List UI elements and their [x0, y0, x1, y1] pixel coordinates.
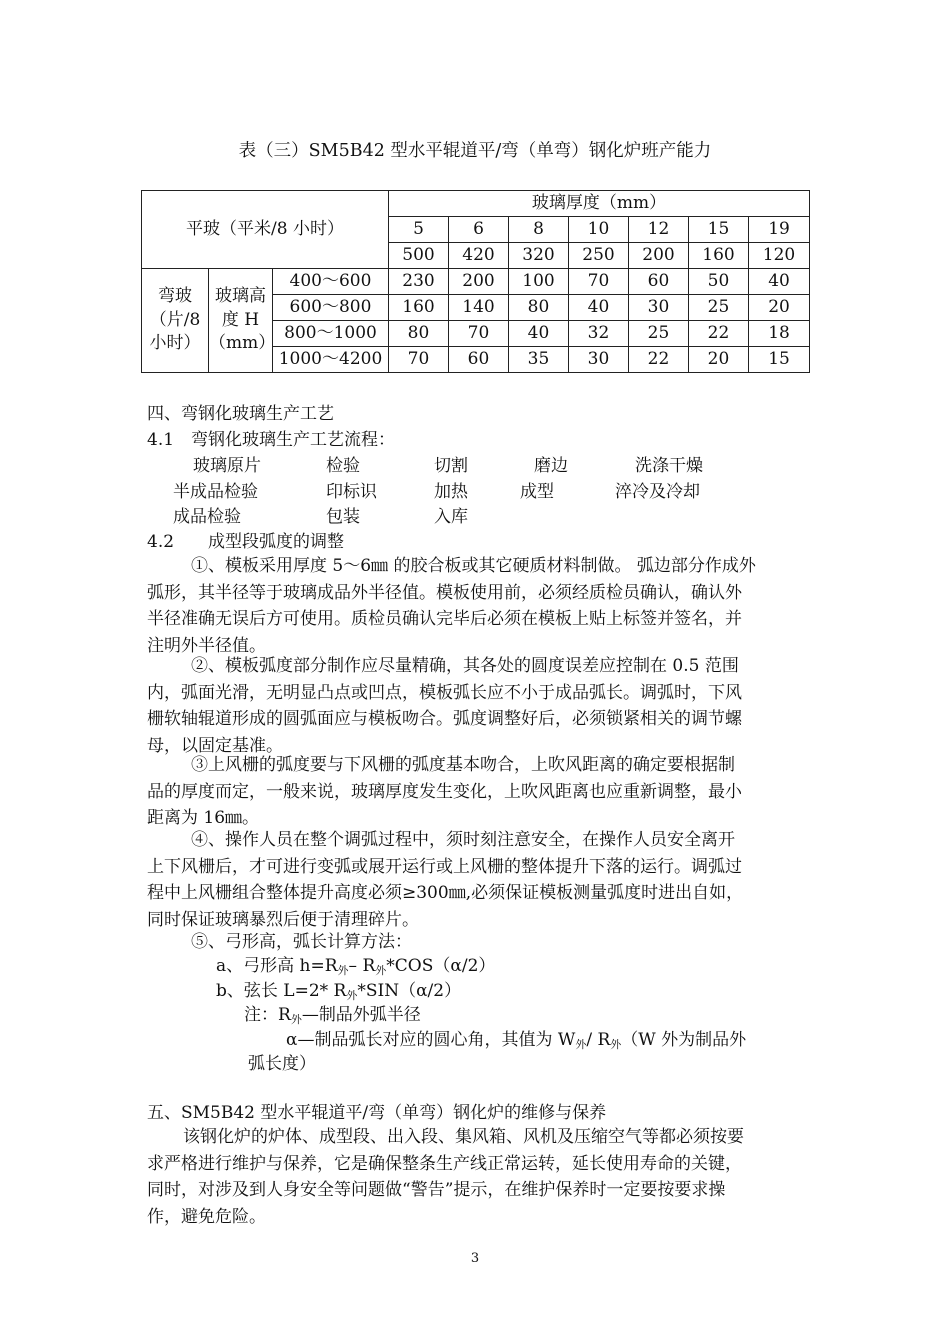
bent-value-cell: 80	[509, 295, 569, 321]
bent-row	[142, 269, 810, 295]
section4-heading: 四、弯钢化玻璃生产工艺	[147, 404, 334, 424]
flow-step: 入库	[434, 507, 468, 527]
bent-value-cell: 60	[449, 347, 509, 373]
paragraph-maintenance: 该钢化炉的炉体、成型段、出入段、集风箱、风机及压缩空气等都必须按要 求严格进行维护与保养，它是确保整条生产线正常运转，延长使用寿命的关键， 同时，对涉及到人身安全等问题做“警告”提示，在维护保养时一定要按要求操 作，避免危险。	[147, 1127, 744, 1227]
bent-value-cell: 40	[509, 321, 569, 347]
bent-value-cell: 30	[569, 347, 629, 373]
bent-value-cell: 25	[689, 295, 749, 321]
thickness-cell: 8	[509, 217, 569, 243]
page-number: 3	[470, 1251, 480, 1266]
bent-value-cell: 140	[449, 295, 509, 321]
formula-alpha: α—制品弧长对应的圆心角，其值为 $W_外/$ $R_外(W$ 外为制品外	[286, 1030, 747, 1051]
flow-step: 印标识	[326, 482, 377, 502]
formula-segment-height: a、弓形高 $h=R_外-$ $R_外*COS(\alpha/2)$	[216, 956, 496, 977]
section41-heading: 4.1 弯钢化玻璃生产工艺流程：	[147, 430, 396, 450]
height-range: 1000～4200	[273, 347, 389, 373]
flow-step: 成品检验	[173, 507, 241, 527]
thickness-cell: 6	[449, 217, 509, 243]
height-range: 600～800	[273, 295, 389, 321]
paragraph-upper-grid: ③上风栅的弧度要与下风栅的弧度基本吻合，上吹风距离的确定要根据制 品的厚度而定，一般来说，玻璃厚度发生变化，上吹风距离也应重新调整，最小 距离为 16㎜。	[147, 755, 742, 828]
paragraph-template-material: ①、模板采用厚度 5～6㎜ 的胶合板或其它硬质材料制做。 弧边部分作成外 弧形，其半径等于玻璃成品外半径值。模板使用前，必须经质检员确认，确认外 半径准确无误后方可使用。质检员确认完毕后必须在模板上贴上标签并签名，并 注明外半径值。	[147, 556, 756, 656]
bent-glass-label: 弯玻 （片/8 小时）	[142, 269, 209, 373]
bent-value-cell: 50	[689, 269, 749, 295]
bent-value-cell: 40	[569, 295, 629, 321]
bent-value-cell: 70	[569, 269, 629, 295]
flat-glass-label: 平玻（平米/8 小时）	[142, 191, 389, 269]
bent-value-cell: 35	[509, 347, 569, 373]
formula-intro: ⑤、弓形高，弧长计算方法：	[191, 932, 412, 952]
bent-value-cell: 15	[749, 347, 810, 373]
section42-heading: 4.2 成型段弧度的调整	[147, 532, 345, 552]
bent-value-cell: 100	[509, 269, 569, 295]
bent-value-cell: 70	[449, 321, 509, 347]
flow-step: 淬冷及冷却	[615, 482, 700, 502]
bent-value-cell: 20	[749, 295, 810, 321]
capacity-table	[141, 190, 810, 373]
bent-value-cell: 80	[389, 321, 449, 347]
thickness-cell: 5	[389, 217, 449, 243]
glass-height-label: 玻璃高 度 H （mm）	[209, 269, 273, 373]
flow-step: 加热	[434, 482, 468, 502]
formula-chord-length: b、弦长 L=2* $R_外*SIN(\alpha/2)$	[216, 981, 462, 1002]
thickness-header: 玻璃厚度（mm）	[389, 191, 810, 217]
bent-value-cell: 22	[689, 321, 749, 347]
height-range: 800～1000	[273, 321, 389, 347]
flow-step: 切割	[434, 456, 468, 476]
bent-value-cell: 230	[389, 269, 449, 295]
bent-value-cell: 22	[629, 347, 689, 373]
flow-step: 包装	[326, 507, 360, 527]
paragraph-arc-precision: ②、模板弧度部分制作应尽量精确，其各处的圆度误差应控制在 0.5 范围 内，弧面光滑，无明显凸点或凹点，模板弧长应不小于成品弧长。调弧时，下风 栅软轴辊道形成的圆弧面应与模板吻合。弧度调整好后，必须锁紧相关的调节螺 母，以固定基准。	[147, 656, 742, 756]
thickness-cell: 15	[689, 217, 749, 243]
bent-value-cell: 18	[749, 321, 810, 347]
thickness-cell: 19	[749, 217, 810, 243]
section5-heading: 五、SM5B42 型水平辊道平/弯（单弯）钢化炉的维修与保养	[147, 1103, 607, 1123]
thickness-cell: 12	[629, 217, 689, 243]
formula-alpha-cont: 弧长度）	[248, 1054, 316, 1074]
flat-value-cell: 200	[629, 243, 689, 269]
bent-value-cell: 20	[689, 347, 749, 373]
paragraph-safety: ④、操作人员在整个调弧过程中，须时刻注意安全，在操作人员安全离开 上下风栅后，才可进行变弧或展开运行或上风栅的整体提升下落的运行。调弧过 程中上风栅组合整体提升高度必须≥300㎜,必须保证模板测量弧度时进出自如， 同时保证玻璃暴烈后便于清理碎片。	[147, 830, 744, 930]
flat-value-cell: 500	[389, 243, 449, 269]
flow-step: 半成品检验	[173, 482, 258, 502]
thickness-cell: 10	[569, 217, 629, 243]
formula-note: 注：$R_外—$制品外弧半径	[244, 1005, 421, 1026]
flat-value-cell: 320	[509, 243, 569, 269]
flat-value-cell: 250	[569, 243, 629, 269]
bent-value-cell: 25	[629, 321, 689, 347]
table-title: 表（三）SM5B42 型水平辊道平/弯（单弯）钢化炉班产能力	[238, 141, 712, 161]
flow-step: 检验	[326, 456, 360, 476]
bent-value-cell: 160	[389, 295, 449, 321]
flow-step: 成型	[520, 482, 554, 502]
bent-value-cell: 30	[629, 295, 689, 321]
bent-value-cell: 40	[749, 269, 810, 295]
bent-value-cell: 32	[569, 321, 629, 347]
flow-step: 玻璃原片	[193, 456, 261, 476]
flow-step: 磨边	[534, 456, 568, 476]
flat-value-cell: 120	[749, 243, 810, 269]
bent-value-cell: 60	[629, 269, 689, 295]
flat-value-cell: 160	[689, 243, 749, 269]
bent-value-cell: 200	[449, 269, 509, 295]
flat-value-cell: 420	[449, 243, 509, 269]
flow-step: 洗涤干燥	[635, 456, 703, 476]
bent-value-cell: 70	[389, 347, 449, 373]
height-range: 400～600	[273, 269, 389, 295]
